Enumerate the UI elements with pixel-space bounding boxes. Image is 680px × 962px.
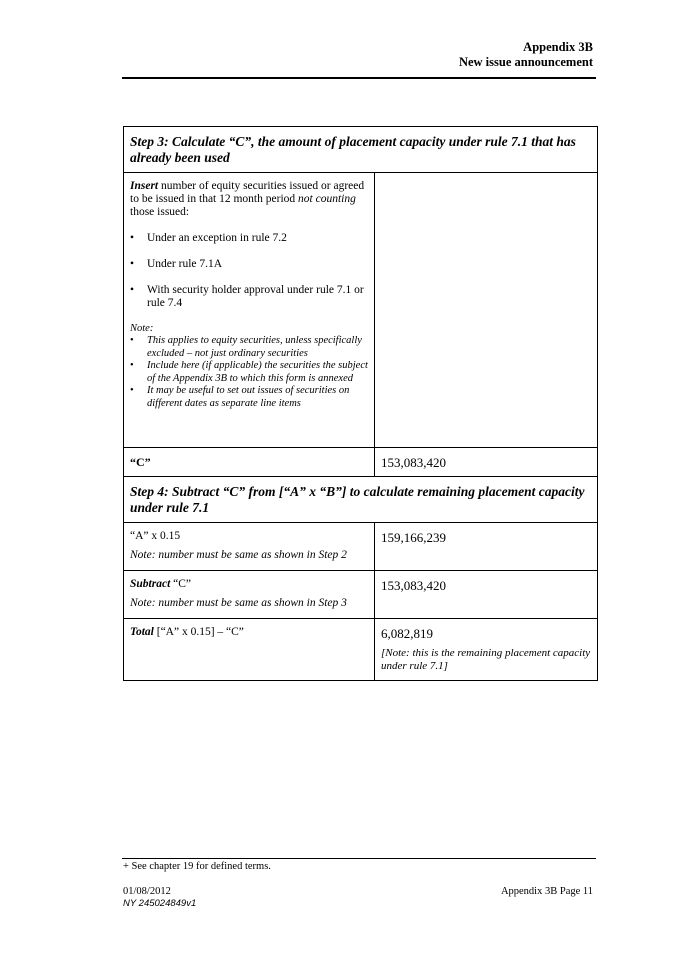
bullet-text: Under an exception in rule 7.2 <box>147 232 287 244</box>
a-times-value: 159,166,239 <box>375 523 598 571</box>
bullet-text: Under rule 7.1A <box>147 258 223 270</box>
header-subtitle: New issue announcement <box>458 55 593 69</box>
step3-title: Step 3: Calculate “C”, the amount of placement capacity under rule 7.1 that has already been used <box>124 127 598 173</box>
step3-heading-row <box>124 127 598 173</box>
a-times-label-cell <box>124 523 375 571</box>
subtract-note: Note: number must be same as shown in Step 3 <box>130 597 347 609</box>
page-number: Appendix 3B Page 11 <box>500 886 593 897</box>
list-item <box>130 232 368 245</box>
footer-date: 01/08/2012 <box>123 886 171 897</box>
list-item <box>130 335 368 360</box>
not-counting-text: not counting <box>298 193 356 205</box>
footer-left <box>123 886 196 910</box>
table-row <box>124 619 598 681</box>
note-text: Include here (if applicable) the securities the subject of the Appendix 3B to which this form is annexed <box>147 360 368 384</box>
c-row <box>124 448 598 477</box>
bullet-text: With security holder approval under rule 7.1 or rule 7.4 <box>147 284 364 309</box>
insert-label: Insert <box>130 180 159 192</box>
note-text: It may be useful to set out issues of securities on different dates as separate line items <box>147 385 350 409</box>
a-times-label: “A” x 0.15 <box>130 530 181 542</box>
step3-intro <box>130 180 368 219</box>
header-title: Appendix 3B <box>523 40 593 54</box>
total-label <box>130 626 368 639</box>
intro-text: number of equity securities issued or agreed to be issued in that 12 month period <box>130 180 365 205</box>
page-header <box>459 40 593 70</box>
c-label: “C” <box>124 448 375 477</box>
list-item <box>130 385 368 410</box>
step4-heading-row <box>124 477 598 523</box>
note-text: This applies to equity securities, unless specifically excluded – not just ordinary securities <box>147 335 362 359</box>
list-item <box>130 258 368 271</box>
exclusion-list <box>130 232 368 310</box>
subtract-label-cell <box>124 571 375 619</box>
bullet-icon: • <box>130 335 134 346</box>
footer-rule <box>122 858 596 859</box>
step3-value-cell[interactable] <box>375 173 598 448</box>
subtract-value: 153,083,420 <box>375 571 598 619</box>
table-row <box>124 571 598 619</box>
placement-capacity-table <box>123 126 598 681</box>
list-item <box>130 284 368 310</box>
total-value-cell <box>375 619 598 681</box>
c-value: 153,083,420 <box>375 448 598 477</box>
step3-instructions-row <box>124 173 598 448</box>
bullet-icon: • <box>130 360 134 371</box>
footnote: + See chapter 19 for defined terms. <box>123 861 271 872</box>
document-id: NY 245024849v1 <box>123 898 197 909</box>
step3-instructions <box>124 173 375 448</box>
list-item <box>130 360 368 385</box>
total-label-cell <box>124 619 375 681</box>
subtract-label <box>130 578 368 591</box>
note-label: Note: <box>130 323 154 334</box>
total-rest: [“A” x 0.15] – “C” <box>153 626 244 638</box>
table-row <box>124 523 598 571</box>
bullet-icon: • <box>130 385 134 396</box>
total-value: 6,082,819 <box>381 626 433 641</box>
bullet-icon: • <box>130 232 135 244</box>
header-rule <box>122 77 596 79</box>
a-times-note: Note: number must be same as shown in Step 2 <box>130 549 347 561</box>
step4-title: Step 4: Subtract “C” from [“A” x “B”] to calculate remaining placement capacity under rule 7.1 <box>124 477 598 523</box>
total-note: [Note: this is the remaining placement capacity under rule 7.1] <box>381 647 591 672</box>
bullet-icon: • <box>130 258 135 270</box>
subtract-word: Subtract <box>130 578 171 590</box>
intro-end: those issued: <box>130 206 190 218</box>
bullet-icon: • <box>130 284 135 296</box>
total-word: Total <box>130 626 154 638</box>
notes-list <box>130 335 368 410</box>
subtract-rest: “C” <box>170 578 192 590</box>
